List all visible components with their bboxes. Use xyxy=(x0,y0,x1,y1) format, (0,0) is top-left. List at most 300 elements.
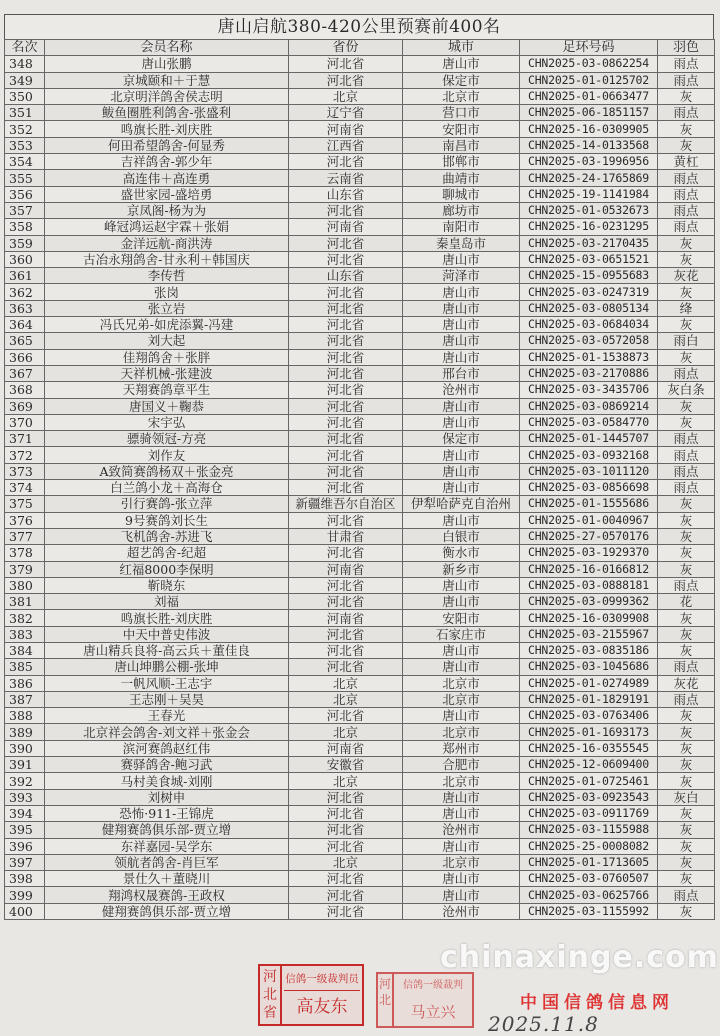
cell-rank: 352 xyxy=(5,121,45,137)
cell-member: 鲅鱼圈胜利鸽舍-张盛利 xyxy=(45,105,289,121)
header-province: 省份 xyxy=(289,40,403,56)
cell-color: 灰 xyxy=(658,121,715,137)
cell-city: 唐山市 xyxy=(403,300,520,316)
table-row xyxy=(5,757,715,773)
cell-city: 唐山市 xyxy=(403,887,520,903)
cell-rank: 399 xyxy=(5,887,45,903)
cell-color: 雨点 xyxy=(658,202,715,218)
cell-city: 南阳市 xyxy=(403,219,520,235)
cell-ring: CHN2025-03-2155967 xyxy=(520,626,658,642)
table-row xyxy=(5,724,715,740)
cell-rank: 391 xyxy=(5,757,45,773)
cell-ring: CHN2025-03-0923543 xyxy=(520,789,658,805)
cell-rank: 356 xyxy=(5,186,45,202)
cell-ring: CHN2025-16-0231295 xyxy=(520,219,658,235)
table-row xyxy=(5,105,715,121)
cell-province: 河北省 xyxy=(289,789,403,805)
cell-member: 唐山精兵良将-高云兵＋董佳良 xyxy=(45,642,289,658)
cell-rank: 380 xyxy=(5,577,45,593)
cell-member: 冯氏兄弟-如虎添翼-冯建 xyxy=(45,317,289,333)
cell-ring: CHN2025-03-0584770 xyxy=(520,414,658,430)
header-ring: 足环号码 xyxy=(520,40,658,56)
cell-ring: CHN2025-16-0309908 xyxy=(520,610,658,626)
table-row xyxy=(5,871,715,887)
cell-color: 灰 xyxy=(658,137,715,153)
cell-member: 健翔赛鸽俱乐部-贾立增 xyxy=(45,903,289,919)
cell-color: 灰白条 xyxy=(658,382,715,398)
cell-ring: CHN2025-03-0684034 xyxy=(520,317,658,333)
cell-color: 灰 xyxy=(658,561,715,577)
cell-ring: CHN2025-14-0133568 xyxy=(520,137,658,153)
cell-rank: 353 xyxy=(5,137,45,153)
cell-member: 9号赛鸽刘长生 xyxy=(45,512,289,528)
cell-city: 菏泽市 xyxy=(403,268,520,284)
table-row xyxy=(5,72,715,88)
cell-rank: 400 xyxy=(5,903,45,919)
cell-province: 河北省 xyxy=(289,822,403,838)
header-member: 会员名称 xyxy=(45,40,289,56)
cell-ring: CHN2025-03-0763406 xyxy=(520,708,658,724)
cell-member: 飞机鸽舍-苏进飞 xyxy=(45,528,289,544)
cell-ring: CHN2025-03-3435706 xyxy=(520,382,658,398)
cell-color: 绛 xyxy=(658,300,715,316)
table-row xyxy=(5,251,715,267)
cell-city: 唐山市 xyxy=(403,594,520,610)
cell-member: 刘福 xyxy=(45,594,289,610)
cell-city: 北京市 xyxy=(403,854,520,870)
cell-ring: CHN2025-15-0955683 xyxy=(520,268,658,284)
cell-city: 伊犁哈萨克自治州 xyxy=(403,496,520,512)
cell-city: 北京市 xyxy=(403,88,520,104)
cell-ring: CHN2025-01-0274989 xyxy=(520,675,658,691)
cell-member: 翔鸿权晟赛鸽-王政权 xyxy=(45,887,289,903)
table-row xyxy=(5,219,715,235)
cell-member: 中天中普史伟波 xyxy=(45,626,289,642)
cell-rank: 385 xyxy=(5,659,45,675)
cell-ring: CHN2025-16-0166812 xyxy=(520,561,658,577)
cell-province: 河北省 xyxy=(289,903,403,919)
cell-color: 灰 xyxy=(658,642,715,658)
cell-province: 河北省 xyxy=(289,838,403,854)
cell-province: 河北省 xyxy=(289,805,403,821)
cell-ring: CHN2025-16-0309905 xyxy=(520,121,658,137)
table-row xyxy=(5,317,715,333)
referee-stamp-1 xyxy=(258,964,364,1026)
cell-city: 沧州市 xyxy=(403,822,520,838)
stamp1-province: 河北省 xyxy=(260,966,282,1024)
cell-city: 唐山市 xyxy=(403,398,520,414)
cell-member: 宋宇弘 xyxy=(45,414,289,430)
cell-ring: CHN2025-03-1929370 xyxy=(520,545,658,561)
cell-color: 灰花 xyxy=(658,268,715,284)
table-row xyxy=(5,561,715,577)
cell-color: 灰 xyxy=(658,773,715,789)
cell-member: 马村美食城-刘刚 xyxy=(45,773,289,789)
cell-color: 花 xyxy=(658,594,715,610)
cell-rank: 379 xyxy=(5,561,45,577)
cell-color: 灰 xyxy=(658,317,715,333)
stamp2-rank: 信鸽一级裁判 xyxy=(403,980,463,991)
cell-ring: CHN2025-27-0570176 xyxy=(520,528,658,544)
table-row xyxy=(5,496,715,512)
cell-rank: 364 xyxy=(5,317,45,333)
cell-ring: CHN2025-03-0805134 xyxy=(520,300,658,316)
cell-province: 河南省 xyxy=(289,610,403,626)
cell-province: 河北省 xyxy=(289,300,403,316)
cell-member: 天翔赛鸽章平生 xyxy=(45,382,289,398)
table-row xyxy=(5,822,715,838)
cell-city: 聊城市 xyxy=(403,186,520,202)
cell-city: 唐山市 xyxy=(403,577,520,593)
cell-city: 廊坊市 xyxy=(403,202,520,218)
cell-ring: CHN2025-12-0609400 xyxy=(520,757,658,773)
cell-city: 安阳市 xyxy=(403,121,520,137)
cell-color: 雨点 xyxy=(658,431,715,447)
cell-city: 北京市 xyxy=(403,675,520,691)
cell-member: 峰冠鸿运赵宇霖＋张娟 xyxy=(45,219,289,235)
cell-province: 河北省 xyxy=(289,56,403,72)
site-subtitle: 中国信鸽信息网 xyxy=(520,993,674,1013)
cell-member: 王春光 xyxy=(45,708,289,724)
cell-color: 灰 xyxy=(658,626,715,642)
cell-province: 河北省 xyxy=(289,284,403,300)
cell-ring: CHN2025-25-0008082 xyxy=(520,838,658,854)
cell-rank: 378 xyxy=(5,545,45,561)
cell-color: 灰 xyxy=(658,88,715,104)
cell-city: 保定市 xyxy=(403,431,520,447)
cell-province: 河北省 xyxy=(289,235,403,251)
cell-rank: 387 xyxy=(5,691,45,707)
cell-city: 沧州市 xyxy=(403,382,520,398)
cell-rank: 362 xyxy=(5,284,45,300)
cell-rank: 374 xyxy=(5,480,45,496)
cell-province: 北京 xyxy=(289,691,403,707)
cell-city: 安阳市 xyxy=(403,610,520,626)
cell-province: 河北省 xyxy=(289,414,403,430)
cell-province: 河北省 xyxy=(289,202,403,218)
cell-member: 古冶永翔鸽舍-甘永利＋韩国庆 xyxy=(45,251,289,267)
table-row xyxy=(5,626,715,642)
cell-city: 北京市 xyxy=(403,691,520,707)
stamp1-name: 高友东 xyxy=(296,997,348,1017)
cell-color: 灰 xyxy=(658,251,715,267)
cell-member: 京城颐和＋于慧 xyxy=(45,72,289,88)
cell-color: 灰花 xyxy=(658,675,715,691)
cell-ring: CHN2025-03-2170435 xyxy=(520,235,658,251)
cell-ring: CHN2025-01-0125702 xyxy=(520,72,658,88)
cell-province: 云南省 xyxy=(289,170,403,186)
cell-city: 合肥市 xyxy=(403,757,520,773)
header-row xyxy=(5,40,715,56)
cell-ring: CHN2025-03-0572058 xyxy=(520,333,658,349)
table-row xyxy=(5,382,715,398)
cell-province: 安徽省 xyxy=(289,757,403,773)
cell-color: 灰白 xyxy=(658,789,715,805)
cell-ring: CHN2025-03-0999362 xyxy=(520,594,658,610)
results-sheet xyxy=(4,14,714,920)
cell-ring: CHN2025-01-0663477 xyxy=(520,88,658,104)
cell-province: 河北省 xyxy=(289,447,403,463)
table-row xyxy=(5,349,715,365)
cell-province: 河南省 xyxy=(289,561,403,577)
cell-color: 灰 xyxy=(658,349,715,365)
cell-city: 唐山市 xyxy=(403,56,520,72)
cell-member: 唐山坤鹏公棚-张坤 xyxy=(45,659,289,675)
cell-member: 北京明洋鸽舍侯志明 xyxy=(45,88,289,104)
table-row xyxy=(5,903,715,919)
header-city: 城市 xyxy=(403,40,520,56)
cell-color: 灰 xyxy=(658,284,715,300)
cell-province: 河北省 xyxy=(289,382,403,398)
cell-province: 山东省 xyxy=(289,268,403,284)
cell-province: 河北省 xyxy=(289,317,403,333)
cell-color: 雨白 xyxy=(658,333,715,349)
cell-city: 衡水市 xyxy=(403,545,520,561)
cell-color: 黄杠 xyxy=(658,154,715,170)
cell-city: 唐山市 xyxy=(403,659,520,675)
table-row xyxy=(5,594,715,610)
cell-member: 唐国义＋鞠恭 xyxy=(45,398,289,414)
cell-member: 张岗 xyxy=(45,284,289,300)
cell-province: 北京 xyxy=(289,854,403,870)
header-color: 羽色 xyxy=(658,40,715,56)
cell-color: 雨点 xyxy=(658,577,715,593)
cell-color: 雨点 xyxy=(658,365,715,381)
cell-member: 佳翔鸽舍＋张胖 xyxy=(45,349,289,365)
cell-color: 雨点 xyxy=(658,659,715,675)
cell-rank: 360 xyxy=(5,251,45,267)
table-row xyxy=(5,659,715,675)
cell-city: 北京市 xyxy=(403,773,520,789)
cell-color: 灰 xyxy=(658,757,715,773)
cell-province: 北京 xyxy=(289,724,403,740)
cell-rank: 366 xyxy=(5,349,45,365)
cell-member: 刘作友 xyxy=(45,447,289,463)
table-row xyxy=(5,170,715,186)
cell-rank: 357 xyxy=(5,202,45,218)
cell-province: 河北省 xyxy=(289,431,403,447)
table-row xyxy=(5,56,715,72)
cell-ring: CHN2025-03-1155992 xyxy=(520,903,658,919)
cell-city: 唐山市 xyxy=(403,251,520,267)
cell-member: 鸣旗长胜-刘庆胜 xyxy=(45,610,289,626)
cell-color: 灰 xyxy=(658,512,715,528)
cell-color: 灰 xyxy=(658,496,715,512)
cell-member: 张立岩 xyxy=(45,300,289,316)
cell-city: 唐山市 xyxy=(403,284,520,300)
cell-ring: CHN2025-01-1445707 xyxy=(520,431,658,447)
cell-ring: CHN2025-03-0651521 xyxy=(520,251,658,267)
referee-stamp-2 xyxy=(376,972,474,1028)
cell-province: 河北省 xyxy=(289,72,403,88)
cell-color: 灰 xyxy=(658,724,715,740)
cell-province: 山东省 xyxy=(289,186,403,202)
cell-rank: 389 xyxy=(5,724,45,740)
cell-rank: 398 xyxy=(5,871,45,887)
cell-ring: CHN2025-03-0856698 xyxy=(520,480,658,496)
table-row xyxy=(5,854,715,870)
table-row xyxy=(5,708,715,724)
cell-member: 唐山张鹏 xyxy=(45,56,289,72)
table-row xyxy=(5,268,715,284)
cell-color: 灰 xyxy=(658,822,715,838)
cell-rank: 383 xyxy=(5,626,45,642)
cell-color: 灰 xyxy=(658,528,715,544)
table-row xyxy=(5,887,715,903)
stamp1-rank: 信鸽一级裁判员 xyxy=(284,968,360,991)
cell-province: 河北省 xyxy=(289,594,403,610)
cell-rank: 367 xyxy=(5,365,45,381)
cell-province: 河北省 xyxy=(289,480,403,496)
cell-member: 天祥机械-张建波 xyxy=(45,365,289,381)
table-row xyxy=(5,284,715,300)
cell-ring: CHN2025-19-1141984 xyxy=(520,186,658,202)
cell-rank: 376 xyxy=(5,512,45,528)
cell-rank: 350 xyxy=(5,88,45,104)
cell-province: 河北省 xyxy=(289,708,403,724)
cell-rank: 393 xyxy=(5,789,45,805)
cell-province: 河南省 xyxy=(289,740,403,756)
cell-member: A致简赛鸽杨双＋张金亮 xyxy=(45,463,289,479)
cell-member: 靳晓东 xyxy=(45,577,289,593)
cell-member: 刘大起 xyxy=(45,333,289,349)
cell-ring: CHN2025-01-0725461 xyxy=(520,773,658,789)
cell-city: 邢台市 xyxy=(403,365,520,381)
cell-province: 甘肃省 xyxy=(289,528,403,544)
cell-member: 红福8000李保明 xyxy=(45,561,289,577)
stamp2-province: 河北 xyxy=(378,974,394,1026)
cell-color: 灰 xyxy=(658,805,715,821)
cell-rank: 373 xyxy=(5,463,45,479)
table-row xyxy=(5,675,715,691)
table-row xyxy=(5,691,715,707)
cell-color: 雨点 xyxy=(658,219,715,235)
cell-ring: CHN2025-03-1155988 xyxy=(520,822,658,838)
cell-city: 营口市 xyxy=(403,105,520,121)
cell-province: 新疆维吾尔自治区 xyxy=(289,496,403,512)
cell-ring: CHN2025-06-1851157 xyxy=(520,105,658,121)
cell-member: 盛世家园-盛培勇 xyxy=(45,186,289,202)
cell-member: 白兰鸽小龙＋高海仓 xyxy=(45,480,289,496)
table-row xyxy=(5,186,715,202)
cell-color: 灰 xyxy=(658,235,715,251)
cell-rank: 372 xyxy=(5,447,45,463)
cell-ring: CHN2025-01-1693173 xyxy=(520,724,658,740)
cell-city: 唐山市 xyxy=(403,447,520,463)
cell-ring: CHN2025-03-0862254 xyxy=(520,56,658,72)
cell-rank: 381 xyxy=(5,594,45,610)
table-row xyxy=(5,545,715,561)
cell-ring: CHN2025-01-1555686 xyxy=(520,496,658,512)
table-row xyxy=(5,642,715,658)
cell-city: 唐山市 xyxy=(403,838,520,854)
cell-province: 河北省 xyxy=(289,871,403,887)
table-row xyxy=(5,333,715,349)
cell-color: 灰 xyxy=(658,414,715,430)
cell-city: 唐山市 xyxy=(403,463,520,479)
cell-rank: 351 xyxy=(5,105,45,121)
cell-province: 河北省 xyxy=(289,659,403,675)
cell-ring: CHN2025-03-0625766 xyxy=(520,887,658,903)
cell-province: 河北省 xyxy=(289,333,403,349)
cell-rank: 397 xyxy=(5,854,45,870)
cell-city: 石家庄市 xyxy=(403,626,520,642)
cell-member: 赛驿鸽舍-鲍习武 xyxy=(45,757,289,773)
cell-city: 唐山市 xyxy=(403,789,520,805)
table-row xyxy=(5,740,715,756)
cell-member: 刘树申 xyxy=(45,789,289,805)
table-row xyxy=(5,528,715,544)
cell-city: 唐山市 xyxy=(403,512,520,528)
site-watermark: chinaxinge.com xyxy=(440,940,719,975)
table-row xyxy=(5,512,715,528)
cell-ring: CHN2025-01-0040967 xyxy=(520,512,658,528)
cell-ring: CHN2025-03-0760507 xyxy=(520,871,658,887)
cell-city: 白银市 xyxy=(403,528,520,544)
cell-rank: 396 xyxy=(5,838,45,854)
cell-color: 灰 xyxy=(658,903,715,919)
cell-color: 灰 xyxy=(658,610,715,626)
cell-province: 河北省 xyxy=(289,398,403,414)
cell-color: 雨点 xyxy=(658,72,715,88)
cell-city: 新乡市 xyxy=(403,561,520,577)
results-table xyxy=(4,39,715,920)
table-row xyxy=(5,202,715,218)
cell-color: 灰 xyxy=(658,838,715,854)
cell-city: 唐山市 xyxy=(403,317,520,333)
cell-color: 灰 xyxy=(658,854,715,870)
table-row xyxy=(5,88,715,104)
cell-member: 高连伟＋高连勇 xyxy=(45,170,289,186)
cell-province: 江西省 xyxy=(289,137,403,153)
table-row xyxy=(5,398,715,414)
table-row xyxy=(5,414,715,430)
sheet-title: 唐山启航380-420公里预赛前400名 xyxy=(4,14,714,39)
cell-city: 北京市 xyxy=(403,724,520,740)
cell-province: 河北省 xyxy=(289,154,403,170)
cell-member: 东祥嘉园-吴学东 xyxy=(45,838,289,854)
table-row xyxy=(5,463,715,479)
cell-province: 河北省 xyxy=(289,545,403,561)
cell-ring: CHN2025-03-0911769 xyxy=(520,805,658,821)
cell-ring: CHN2025-03-0869214 xyxy=(520,398,658,414)
cell-rank: 395 xyxy=(5,822,45,838)
cell-rank: 390 xyxy=(5,740,45,756)
cell-ring: CHN2025-03-1045686 xyxy=(520,659,658,675)
table-row xyxy=(5,480,715,496)
cell-province: 北京 xyxy=(289,675,403,691)
cell-ring: CHN2025-01-0532673 xyxy=(520,202,658,218)
cell-city: 唐山市 xyxy=(403,805,520,821)
cell-province: 北京 xyxy=(289,88,403,104)
cell-color: 雨点 xyxy=(658,56,715,72)
cell-member: 吉祥鸽舍-郭少年 xyxy=(45,154,289,170)
cell-ring: CHN2025-03-0835186 xyxy=(520,642,658,658)
cell-rank: 348 xyxy=(5,56,45,72)
cell-member: 滨河赛鸽赵红伟 xyxy=(45,740,289,756)
handwritten-date: 2025.11.8 xyxy=(488,1012,599,1036)
table-row xyxy=(5,431,715,447)
cell-city: 唐山市 xyxy=(403,871,520,887)
table-row xyxy=(5,121,715,137)
table-row xyxy=(5,447,715,463)
cell-color: 雨点 xyxy=(658,170,715,186)
cell-rank: 349 xyxy=(5,72,45,88)
cell-member: 北京祥会鸽舍-刘文祥＋张金会 xyxy=(45,724,289,740)
stamp2-name: 马立兴 xyxy=(410,1003,456,1021)
table-row xyxy=(5,773,715,789)
cell-member: 恐怖·911-王锦虎 xyxy=(45,805,289,821)
